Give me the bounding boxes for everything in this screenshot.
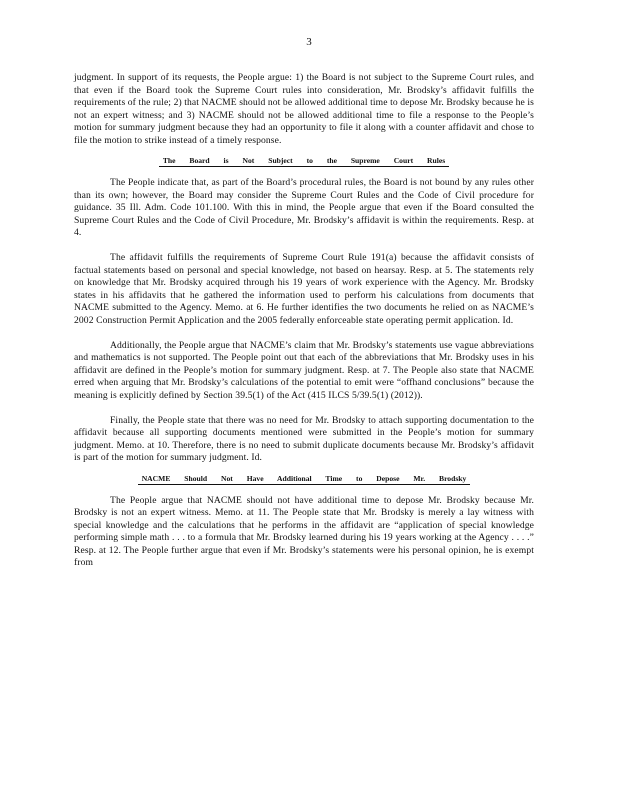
- paragraph-expert-witness: The People argue that NACME should not have additional time to depose Mr. Brodsky because Mr. Brodsky is not an expert witness. Memo. at 11. The People state that Mr. Brodsky is merely a lay witness with special knowledge and the calculations that he performs in the affidavit are “application of special knowledge performing simple math . . . to a formula that Mr. Brodsky learned during his 19 years working at the Agency . . . .” Resp. at 12. The People further argue that even if Mr. Brodsky’s statements were his personal opinion, he is exempt from: [74, 494, 534, 568]
- section-heading-no-additional-time: [74, 473, 534, 485]
- document-body: [74, 72, 534, 570]
- paragraph-rule-191a: The affidavit fulfills the requirements of Supreme Court Rule 191(a) because the affidavit consists of factual statements based on personal and special knowledge, not based on hearsay. Resp. at 5. The statements rely on knowledge that Mr. Brodsky acquired through his 19 years of work experience with the Agency. Mr. Brodsky states in his affidavits that he gathered the information used to perform his calculations from documents that NACME submitted to the Agency. Memo. at 6. He further identifies the two documents he relied on as NACME’s 2002 Construction Permit Application and the 2005 federally enforceable state operating permit application. Id.: [74, 252, 534, 326]
- paragraph-abbreviations: Additionally, the People argue that NACME’s claim that Mr. Brodsky’s statements use vague abbreviations and mathematics is not supported. The People point out that each of the abbreviations that Mr. Brodsky uses in his affidavit are defined in the People’s motion for summary judgment. Resp. at 7. The People also state that NACME erred when arguing that Mr. Brodsky’s calculations of the potential to emit were “offhand conclusions” because the meaning is explicitly defined by Section 39.5(1) of the Act (415 ILCS 5/39.5(1) (2012)).: [74, 339, 534, 401]
- paragraph-people-requests: judgment. In support of its requests, the People argue: 1) the Board is not subject to the Supreme Court rules, and that even if the Board took the Supreme Court rules into consideration, Mr. Brodsky’s affidavit fulfills the requirements of the rule; 2) that NACME should not be allowed additional time to depose Mr. Brodsky because he is not an expert witness; and 3) NACME should not be allowed additional time to file a response to the People’s motion for summary judgment because they had an opportunity to file it along with a counter affidavit and chose to file the motion to strike instead of a timely response.: [74, 72, 534, 146]
- section-heading-text: The Board is Not Subject to the Supreme Court Rules: [159, 156, 449, 167]
- paragraph-procedural-rules: The People indicate that, as part of the Board’s procedural rules, the Board is not bound by any rules other than its own; however, the Board may consider the Supreme Court Rules and the Code of Civil procedure for guidance. 35 Ill. Adm. Code 101.100. With this in mind, the People argue that even if the Board consulted the Supreme Court Rules and the Code of Civil Procedure, Mr. Brodsky’s affidavit is within the requirements. Resp. at 4.: [74, 177, 534, 238]
- paragraph-supporting-documents: Finally, the People state that there was no need for Mr. Brodsky to attach supporting documentation to the affidavit because all supporting documents mentioned were submitted in the People’s motion for summary judgment. Memo. at 10. Therefore, there is no need to submit duplicate documents because Mr. Brodsky’s affidavit is part of the motion for summary judgment. Id.: [74, 414, 534, 463]
- section-heading-board-not-subject: [74, 155, 534, 167]
- page-number: 3: [306, 36, 312, 48]
- section-heading-text: NACME Should Not Have Additional Time to Depose Mr. Brodsky: [138, 474, 471, 485]
